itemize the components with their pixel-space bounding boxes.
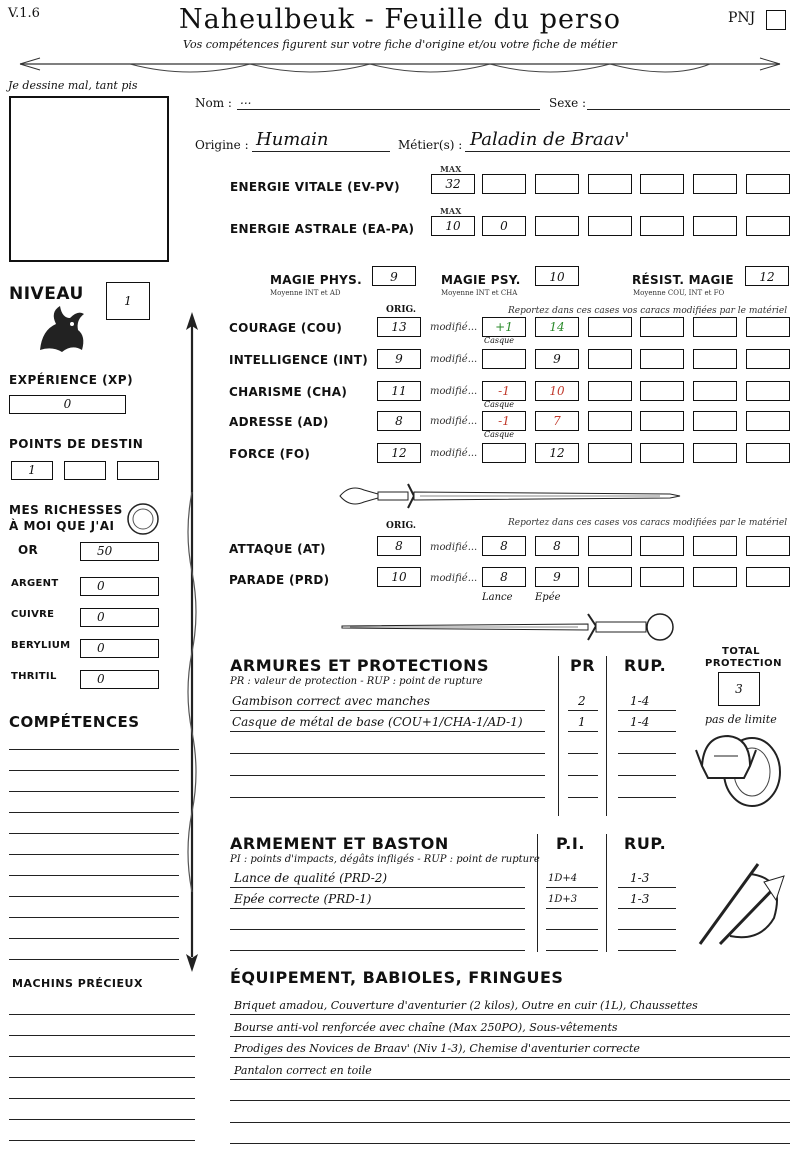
richesses-label-1: MES RICHESSES [9, 503, 123, 517]
arme-line[interactable] [230, 929, 525, 930]
carac-mod2-box[interactable]: 9 [535, 349, 579, 369]
equipement-line[interactable] [230, 1014, 790, 1015]
equipement-title: ÉQUIPEMENT, BABIOLES, FRINGUES [230, 968, 564, 987]
competence-line[interactable] [9, 896, 179, 897]
carac-extra-box[interactable] [746, 411, 790, 431]
armure-pr-line[interactable] [568, 753, 598, 754]
carac-extra-box[interactable] [693, 317, 737, 337]
nom-value[interactable]: ... [240, 93, 252, 107]
competences-label: COMPÉTENCES [9, 713, 140, 731]
ev-box-6[interactable] [693, 174, 737, 194]
carac-extra-box[interactable] [640, 443, 684, 463]
carac-modif-label: modifié... [430, 386, 478, 397]
destin-label: POINTS DE DESTIN [9, 437, 144, 451]
armure-name: Gambison correct avec manches [232, 694, 430, 708]
carac-label: ADRESSE (AD) [229, 415, 329, 429]
combat-mod1-box[interactable]: 8 [482, 536, 526, 556]
competence-line[interactable] [9, 770, 179, 771]
combat-note: Reportez dans ces cases vos caracs modifiées par le matériel [508, 518, 788, 528]
currency-label-3: BERYLIUM [11, 640, 71, 651]
combat-modif-label: modifié... [430, 542, 478, 553]
ev-box-2[interactable] [482, 174, 526, 194]
armure-rup-line[interactable] [618, 775, 676, 776]
combat-col1-label: Lance [482, 592, 513, 603]
resist-note: Moyenne COU, INT et FO [633, 289, 725, 297]
machin-line[interactable] [9, 1035, 195, 1036]
carac-extra-box[interactable] [588, 443, 632, 463]
armure-rup: 1-4 [630, 715, 650, 729]
origine-value[interactable]: Humain [256, 129, 329, 150]
armure-line[interactable] [230, 710, 545, 711]
armement-subtitle: PI : points d'impacts, dégâts infligés - RUP : point de rupture [230, 854, 540, 865]
equipement-item: Pantalon correct en toile [234, 1063, 372, 1077]
arme-rup-line[interactable] [618, 950, 676, 951]
armure-line[interactable] [230, 775, 545, 776]
currency-label-0: OR [18, 543, 39, 557]
arme-line[interactable] [230, 950, 525, 951]
combat-extra-box[interactable] [640, 567, 684, 587]
carac-extra-box[interactable] [746, 443, 790, 463]
carac-mod1-box[interactable]: -1 [482, 411, 526, 431]
carac-mod1-box[interactable] [482, 349, 526, 369]
ea-box-6[interactable] [693, 216, 737, 236]
carac-mod1-box[interactable]: -1 [482, 381, 526, 401]
armure-rup-line[interactable] [618, 731, 676, 732]
destin-box-2[interactable] [64, 461, 106, 480]
weapons-icon [690, 856, 790, 952]
magie-phys-note: Moyenne INT et AD [270, 289, 341, 297]
armures-col-rup: RUP. [624, 656, 667, 675]
combat-extra-box[interactable] [746, 536, 790, 556]
armure-name: Casque de métal de base (COU+1/CHA-1/AD-1) [232, 715, 523, 729]
carac-modif-label: modifié... [430, 322, 478, 333]
arme-pi-line[interactable] [546, 929, 598, 930]
equipement-line[interactable] [230, 1143, 790, 1144]
carac-label: COURAGE (COU) [229, 321, 343, 335]
total-label-2: PROTECTION [705, 658, 782, 669]
armure-pr-line[interactable] [568, 797, 598, 798]
equipement-item: Prodiges des Novices de Braav' (Niv 1-3), Chemise d'aventurier correcte [234, 1042, 640, 1055]
carac-extra-box[interactable] [588, 411, 632, 431]
armure-pr-line[interactable] [568, 775, 598, 776]
carac-extra-box[interactable] [588, 381, 632, 401]
carac-extra-box[interactable] [640, 411, 684, 431]
competence-line[interactable] [9, 833, 179, 834]
machin-line[interactable] [9, 1140, 195, 1141]
currency-value-2[interactable]: 0 [80, 608, 159, 627]
armure-pr-line[interactable] [568, 710, 598, 711]
combat-orig-box[interactable]: 10 [377, 567, 421, 587]
spear-decoration [180, 312, 204, 977]
armure-line[interactable] [230, 731, 545, 732]
carac-orig-box[interactable]: 13 [377, 317, 421, 337]
carac-modif-label: modifié... [430, 354, 478, 365]
origine-label: Origine : [195, 138, 249, 152]
competence-line[interactable] [9, 959, 179, 960]
competence-line[interactable] [9, 791, 179, 792]
carac-extra-box[interactable] [588, 317, 632, 337]
currency-value-1[interactable]: 0 [80, 577, 159, 596]
armement-col-pi: P.I. [556, 834, 585, 853]
armure-line[interactable] [230, 797, 545, 798]
currency-label-4: THRITIL [11, 671, 57, 682]
destin-box-3[interactable] [117, 461, 159, 480]
armure-rup-line[interactable] [618, 797, 676, 798]
coin-icon [126, 502, 160, 536]
ev-box-3[interactable] [535, 174, 579, 194]
arme-rup-line[interactable] [618, 887, 676, 888]
arme-name: Epée correcte (PRD-1) [234, 892, 372, 906]
combat-col2-label: Epée [535, 592, 561, 603]
armure-line[interactable] [230, 753, 545, 754]
carac-tag: Casque [484, 400, 515, 409]
carac-label: CHARISME (CHA) [229, 385, 348, 399]
armure-pr-line[interactable] [568, 731, 598, 732]
arme-line[interactable] [230, 908, 525, 909]
combat-label: ATTAQUE (AT) [229, 542, 326, 556]
metier-value[interactable]: Paladin de Braav' [470, 129, 630, 150]
header-divider [10, 50, 790, 80]
carac-note: Reportez dans ces cases vos caracs modifiées par le matériel [508, 306, 788, 316]
carac-extra-box[interactable] [640, 317, 684, 337]
sheet-subtitle: Vos compétences figurent sur votre fiche d'origine et/ou votre fiche de métier [183, 38, 617, 51]
ev-box-5[interactable] [640, 174, 684, 194]
carac-label: FORCE (FO) [229, 447, 311, 461]
carac-mod1-box[interactable] [482, 443, 526, 463]
carac-extra-box[interactable] [746, 349, 790, 369]
competence-line[interactable] [9, 854, 179, 855]
armure-pr: 2 [578, 694, 586, 708]
equipement-item: Bourse anti-vol renforcée avec chaîne (Max 250PO), Sous-vêtements [234, 1020, 618, 1034]
ea-label: ENERGIE ASTRALE (EA-PA) [230, 222, 415, 236]
sexe-label: Sexe : [549, 96, 587, 110]
combat-label: PARADE (PRD) [229, 573, 330, 587]
armures-title: ARMURES ET PROTECTIONS [230, 656, 489, 675]
arme-pi: 1D+4 [548, 873, 578, 884]
competence-line[interactable] [9, 749, 179, 750]
metier-label: Métier(s) : [398, 138, 463, 152]
version-label: V.1.6 [8, 6, 40, 21]
carac-extra-box[interactable] [588, 349, 632, 369]
carac-extra-box[interactable] [693, 349, 737, 369]
combat-extra-box[interactable] [693, 536, 737, 556]
carac-label: INTELLIGENCE (INT) [229, 353, 368, 367]
magie-psy-note: Moyenne INT et CHA [441, 289, 518, 297]
combat-extra-box[interactable] [693, 567, 737, 587]
armure-rup-line[interactable] [618, 753, 676, 754]
armure-rup: 1-4 [630, 694, 650, 708]
competence-line[interactable] [9, 875, 179, 876]
carac-mod2-box[interactable]: 14 [535, 317, 579, 337]
equipement-item: Briquet amadou, Couverture d'aventurier (2 kilos), Outre en cuir (1L), Chaussettes [234, 999, 698, 1012]
machin-line[interactable] [9, 1056, 195, 1057]
machin-line[interactable] [9, 1119, 195, 1120]
currency-value-0[interactable]: 50 [80, 542, 159, 561]
sword-decoration-2 [338, 606, 683, 648]
ea-max-label: MAX [440, 206, 462, 216]
carac-mod2-box[interactable]: 10 [535, 381, 579, 401]
arme-name: Lance de qualité (PRD-2) [234, 871, 388, 885]
ea-box-1[interactable]: 10 [431, 216, 475, 236]
combat-mod2-box[interactable]: 8 [535, 536, 579, 556]
carac-modif-label: modifié... [430, 448, 478, 459]
machin-line[interactable] [9, 1098, 195, 1099]
equipement-line[interactable] [230, 1036, 790, 1037]
arme-pi-line[interactable] [546, 887, 598, 888]
arme-rup-line[interactable] [618, 929, 676, 930]
total-protection-box[interactable]: 3 [718, 672, 760, 706]
combat-modif-label: modifié... [430, 573, 478, 584]
combat-orig-box[interactable]: 8 [377, 536, 421, 556]
arme-pi-line[interactable] [546, 950, 598, 951]
arme-pi: 1D+3 [548, 894, 578, 905]
combat-extra-box[interactable] [746, 567, 790, 587]
ev-max-label: MAX [440, 164, 462, 174]
magie-psy-label: MAGIE PSY. [441, 273, 521, 287]
carac-orig-box[interactable]: 9 [377, 349, 421, 369]
combat-extra-box[interactable] [640, 536, 684, 556]
carac-mod2-box[interactable]: 7 [535, 411, 579, 431]
machin-line[interactable] [9, 1014, 195, 1015]
arme-pi-line[interactable] [546, 908, 598, 909]
resist-label: RÉSIST. MAGIE [632, 273, 734, 287]
xp-label: EXPÉRIENCE (XP) [9, 373, 134, 387]
armure-pr: 1 [578, 715, 586, 729]
combat-mod1-box[interactable]: 8 [482, 567, 526, 587]
equipement-line[interactable] [230, 1079, 790, 1080]
magie-phys-box[interactable]: 9 [372, 266, 416, 286]
carac-orig-box[interactable]: 8 [377, 411, 421, 431]
ev-label: ENERGIE VITALE (EV-PV) [230, 180, 400, 194]
armure-rup-line[interactable] [618, 710, 676, 711]
dragon-icon [32, 300, 88, 360]
ev-box-7[interactable] [746, 174, 790, 194]
carac-extra-box[interactable] [693, 381, 737, 401]
arme-rup: 1-3 [630, 871, 650, 885]
currency-label-2: CUIVRE [11, 609, 55, 620]
total-protection-note: pas de limite [705, 713, 777, 726]
competence-line[interactable] [9, 938, 179, 939]
magie-phys-label: MAGIE PHYS. [270, 273, 362, 287]
currency-value-4[interactable]: 0 [80, 670, 159, 689]
helmet-shield-icon [694, 726, 786, 810]
carac-modif-label: modifié... [430, 416, 478, 427]
equipement-line[interactable] [230, 1057, 790, 1058]
competence-line[interactable] [9, 917, 179, 918]
ev-box-1[interactable]: 32 [431, 174, 475, 194]
carac-extra-box[interactable] [693, 411, 737, 431]
armures-subtitle: PR : valeur de protection - RUP : point de rupture [230, 676, 483, 687]
armement-title: ARMEMENT ET BASTON [230, 834, 449, 853]
ea-box-4[interactable] [588, 216, 632, 236]
combat-extra-box[interactable] [588, 567, 632, 587]
pnj-checkbox[interactable] [766, 10, 786, 30]
competence-line[interactable] [9, 812, 179, 813]
xp-box[interactable]: 0 [9, 395, 126, 414]
arme-rup-line[interactable] [618, 908, 676, 909]
ea-box-2[interactable]: 0 [482, 216, 526, 236]
ev-box-4[interactable] [588, 174, 632, 194]
machins-label: MACHINS PRÉCIEUX [12, 977, 143, 990]
magie-psy-box[interactable]: 10 [535, 266, 579, 286]
carac-tag: Casque [484, 336, 515, 345]
ea-box-5[interactable] [640, 216, 684, 236]
nom-label: Nom : [195, 96, 232, 110]
equipement-line[interactable] [230, 1122, 790, 1123]
carac-orig-box[interactable]: 12 [377, 443, 421, 463]
arme-rup: 1-3 [630, 892, 650, 906]
carac-tag: Casque [484, 430, 515, 439]
pnj-label: PNJ [728, 10, 756, 26]
carac-extra-box[interactable] [693, 443, 737, 463]
sheet-title: Naheulbeuk - Feuille du perso [178, 4, 622, 35]
portrait-label: Je dessine mal, tant pis [8, 79, 138, 92]
machin-line[interactable] [9, 1077, 195, 1078]
sword-decoration-1 [330, 480, 690, 512]
armement-col-rup: RUP. [624, 834, 667, 853]
destin-box-1[interactable]: 1 [11, 461, 53, 480]
ea-box-7[interactable] [746, 216, 790, 236]
arme-line[interactable] [230, 887, 525, 888]
richesses-label-2: À MOI QUE J'AI [9, 519, 115, 533]
portrait-box[interactable] [9, 96, 169, 262]
carac-mod2-box[interactable]: 12 [535, 443, 579, 463]
combat-extra-box[interactable] [588, 536, 632, 556]
combat-orig-label: ORIG. [386, 521, 417, 531]
niveau-box[interactable]: 1 [106, 282, 150, 320]
combat-mod2-box[interactable]: 9 [535, 567, 579, 587]
resist-box[interactable]: 12 [745, 266, 789, 286]
ea-box-3[interactable] [535, 216, 579, 236]
equipement-line[interactable] [230, 1100, 790, 1101]
carac-orig-label: ORIG. [386, 305, 417, 315]
total-label-1: TOTAL [722, 646, 760, 657]
carac-orig-box[interactable]: 11 [377, 381, 421, 401]
carac-extra-box[interactable] [746, 317, 790, 337]
currency-label-1: ARGENT [11, 578, 59, 589]
armures-col-pr: PR [570, 656, 596, 675]
carac-extra-box[interactable] [640, 349, 684, 369]
carac-extra-box[interactable] [746, 381, 790, 401]
currency-value-3[interactable]: 0 [80, 639, 159, 658]
niveau-label: NIVEAU [9, 284, 84, 304]
carac-extra-box[interactable] [640, 381, 684, 401]
carac-mod1-box[interactable]: +1 [482, 317, 526, 337]
